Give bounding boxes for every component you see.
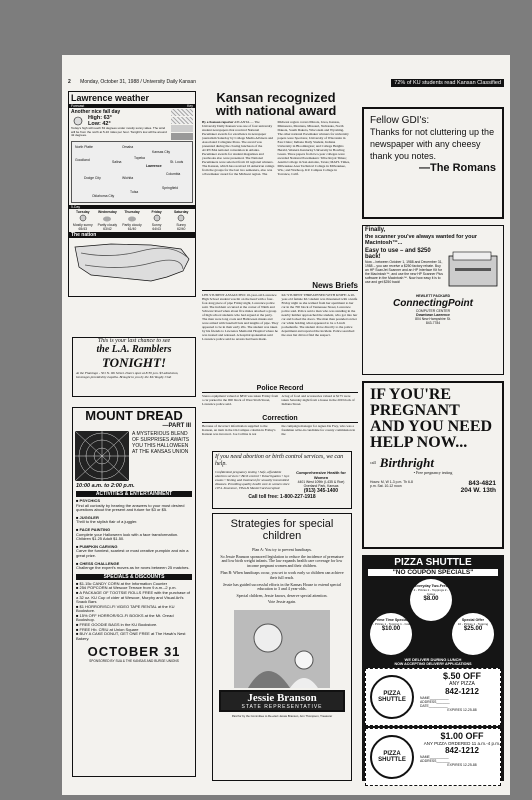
gdi-line2: Thanks for not cluttering up the newspaper with any cheesy thank you notes. xyxy=(370,127,495,161)
gdi-sign: —The Romans xyxy=(418,162,496,174)
city-label: Wichita xyxy=(122,176,134,180)
main-story xyxy=(202,91,350,281)
scanner-headline: the scanner you've always wanted for your Macintosh™... xyxy=(365,234,477,246)
city-label: Salina xyxy=(112,160,122,164)
gdi-line1: Fellow GDI's: xyxy=(370,115,430,126)
coupon-off: $1.00 OFF xyxy=(440,731,484,741)
ramblers-detail: At the Flamingo - 501 N. 9th Street. Doors open at 8:30 p.m. $3 admission, beverages provided by Lapella. Brought to you by the KU Rugby Club xyxy=(76,371,179,379)
weather-title: Lawrence weather xyxy=(71,93,150,103)
specials-title: SPECIALS & DISCOUNTS xyxy=(76,574,192,580)
activity-item: ■ PUMPKIN CARVING Carve the funniest, scariest or most creative pumpkin and win a great prize. xyxy=(76,543,189,558)
sun-icon xyxy=(78,214,88,222)
city-label: Springfield xyxy=(162,186,179,190)
scanner-easy: Easy to use – and $250 back! xyxy=(365,248,431,260)
city-label: Omaha xyxy=(122,145,134,149)
activity-item: ■ JUGGLER Thrill to the stylish flair of a juggler. xyxy=(76,514,138,525)
pregnant-ad xyxy=(362,381,504,549)
abortion-phone: (913) 345-1400 xyxy=(303,488,339,494)
coupon-field: ADDRESS_______ xyxy=(420,700,450,704)
news-briefs-title: News Briefs xyxy=(202,281,358,291)
abortion-address: 4401 West 109th (I-435 & Roe) Overland Park, Kansas xyxy=(297,480,345,488)
pizza-shuttle-badge: PIZZA SHUTTLE xyxy=(370,735,414,779)
activity-item: ■ FACE PAINTING Complete your Halloween look with a face transformation. Children $1.25 Adult $1.50. xyxy=(76,526,179,542)
high-temp: High: 63° xyxy=(88,115,112,121)
branson-name: Jessie Branson xyxy=(247,691,317,704)
us-map-icon xyxy=(71,239,193,285)
branson-nameplate xyxy=(219,690,345,712)
police-col2: A bag of food and accessories valued at $175 were taken Saturday night from a house in the 200 block of Indiana Street. xyxy=(281,394,355,406)
special-item: ■ $1.15c CANDY CORN at the Information Counter xyxy=(76,580,168,586)
plan-b: Plan B: When handicaps occur, you set to work early so children can achieve their full reach. xyxy=(220,570,344,580)
coupon-field: NAME__________ xyxy=(420,755,449,759)
abortion-tollfree: Call toll free: 1-800-227-1918 xyxy=(248,494,316,500)
correction-col2: the campaign manager for Agnes De Frey, who was a freshman write-in candidate for county commission in the xyxy=(281,424,356,436)
brief-col1: LHS STUDENT ASSAULTED: 16-year-old Lawrence High School student was hit on the head with a four-foot-long piece of pipe Friday night, Lawrence police said. The incident occurred at the corner of Ninth and Schwarz Road when about five males attacked a group of high school students who had argued at the party. The men were long coats and Halloween masks and were armed with baseball bats and lengths of pipe. They appeared to be in their early 20s. The student was taken by his friends to Lawrence Memorial Hospital where he was treated and released. A hospital spokesman said Lawrence police said no arrests had been made. xyxy=(202,293,279,341)
story-text: ATLANTA — The University Daily Kansan was one of four university student newspapers that received National Pacemaker awards for excellence in newspaper journalism Saturday by College Media Advisers and Associated Collegiate Press. The award was presented during the closing luncheon of the ACP/CMA national convention in Atlanta. Pacemaker awards for student magazines and yearbooks also were presented. The National Pacemakers were selected from 16 regional winners. The Kansan, which has received 16 American ratings from the groups for the last two semesters, also was a Pacemaker award for the Midwest region. The Midwest region covers Illinois, Iowa, Kansas, Minnesota, Montana, Missouri, Nebraska, North Dakota, South Dakota, Wisconsin and Wyoming. The other national Pacemaker winners for university papers were Spectator, University of Wisconsin in Eau Claire; Indiana Daily Student, Indiana University in Bloomington; and College Heights Herald, Western Kentucky University in Bowling Green. Three papers from two-year colleges were awarded National Pacemakers: Tribe Royal Times; Austin College in San Antonio, Texas; MAYL Times, Milwaukee Area Technical College in Milwaukee, Wis.; and Warhoop, KU Campus College in Torrance, Calif. xyxy=(202,120,350,176)
city-label: North Platte xyxy=(75,145,93,149)
plan-a: Plan A: You try to prevent handicaps. xyxy=(252,547,312,552)
special-item: ■ FREE GOODIE BAGS in the KU Bookstore. xyxy=(76,622,158,628)
key-label: Key xyxy=(187,104,193,108)
coupon-field: DATE__________ xyxy=(420,704,448,708)
city-label: Goodland xyxy=(75,158,90,162)
special-item: ■ A PACKAGE OF TOOTSIE ROLLS FREE with the purchase of a 32 oz. KU Cup of cider at Wescoe, Murphy and Visual Art's Snack Bars xyxy=(76,589,191,605)
pizza-deliver: WE DELIVER DURING LUNCH xyxy=(404,657,462,662)
call-label: call xyxy=(370,459,376,465)
sun-icon xyxy=(152,214,162,222)
spider-web-icon xyxy=(75,431,129,481)
ramblers-tonight: TONIGHT! xyxy=(101,355,167,370)
coupon-off: $.50 OFF xyxy=(442,671,481,681)
activities-title: ACTIVITIES & ENTERTAINMENT xyxy=(76,491,192,497)
activity-item: ■ PSYCHICS Find all curiosity by hearing the answers to your most desired questions about the present and future for $3 or $5. xyxy=(76,498,185,513)
mount-dread-part: —PART III xyxy=(162,423,191,429)
city-label: Lawrence xyxy=(146,164,162,168)
key-swatch xyxy=(171,133,193,140)
nation-map xyxy=(71,239,193,285)
scanner-ad xyxy=(362,225,504,375)
key-swatch xyxy=(171,125,193,132)
story-byline: By a Kansan reporter xyxy=(202,120,234,124)
city-label: Columbia xyxy=(166,172,181,176)
hp-logo: HEWLETT PACKARD xyxy=(415,294,451,298)
coupon-field: NAME__________ xyxy=(420,696,449,700)
pizza-shuttle-badge: PIZZA SHUTTLE xyxy=(370,675,414,719)
low-temp: Low: 42° xyxy=(88,121,111,127)
city-label: Kansas City xyxy=(152,150,171,154)
store-phone: 843-7784 xyxy=(425,321,441,325)
special-item: ■ 25¢ POPCORN at Wescoe Terrace from 9 a.m.–2 p.m. xyxy=(76,585,177,591)
five-day-forecast xyxy=(69,209,195,232)
store-address: 804 New Hampshire St. xyxy=(415,317,451,321)
police-title: Police Record xyxy=(202,385,358,393)
branson-p2: Jessie has guided successful efforts in the Kansas House to extend special education to 3 and 4 year-olds. xyxy=(222,581,341,592)
activity-item: ■ CHESS CHALLENGE Challenge the expert's moves as he roves between 25 matches. xyxy=(76,560,190,571)
correction-title: Correction xyxy=(202,415,358,423)
pizza-deals xyxy=(362,577,504,657)
coupon-field: ADDRESS_______ xyxy=(420,759,450,763)
pregnant-headline: IF YOU'RE PREGNANT AND YOU NEED HELP NOW... xyxy=(370,386,493,451)
pizza-title: PIZZA SHUTTLE xyxy=(394,557,472,568)
city-label: Dodge City xyxy=(84,176,101,180)
mount-dread-date: OCTOBER 31 xyxy=(87,644,181,660)
correction-col1: Because of incorrect information supplied to the Kansan, an item in the On Campus column in Friday's Kansan was incorrect. Joe Collins is not xyxy=(202,424,276,436)
pregnant-phone: 843-4821 xyxy=(468,479,496,487)
scanner-finally: Finally, xyxy=(365,227,386,233)
news-briefs xyxy=(202,281,358,391)
nation-label: The nation xyxy=(69,232,195,238)
branson-ad xyxy=(212,513,352,781)
gdi-ad xyxy=(362,107,504,219)
special-item: ■ BUY A CAKE DONUT, GET ONE FREE at The Hawk's Nest Bakery. xyxy=(76,631,186,641)
newspaper-page xyxy=(62,55,510,795)
day-forecast: Saturday Sunny 62/40 xyxy=(173,210,189,231)
story-headline: Kansan recognized with national award xyxy=(215,90,337,118)
pizza-deal: Everyday Two-Fers 2 - Pizzas 2 - Toppings 2 - Cokes $8.00 xyxy=(410,579,452,621)
scanner-body: Now – between October 1, 1988 and December 31, 1988 – you can receive a $250 factory rebate. Buy an HP ScanJet Scanner and an HP Interface Kit for the Macintosh™, and use the new HP Scanner Plus software in the Macintosh™. Now how easy it is to use and get $250 back! xyxy=(365,260,443,284)
dateline: Monday, October 31, 1988 / University Daily Kansan xyxy=(80,79,196,85)
pizza-apply: NOW ACCEPTING DELIVERY APPLICATIONS xyxy=(394,662,472,666)
scanner-image-icon xyxy=(445,248,501,292)
coupon-phone: 842-1212 xyxy=(445,746,479,755)
mount-dread-time: 10:00 a.m. to 2:00 p.m. xyxy=(76,483,135,489)
regional-map xyxy=(71,141,193,203)
pizza-shuttle-ad xyxy=(362,555,504,781)
cloud-icon xyxy=(102,214,112,222)
cloud-icon xyxy=(127,214,137,222)
ramblers-line1: This is your last chance to see xyxy=(97,338,171,344)
pregnant-hours: Hours: M, W 1-3 p.m. Th 6-8 p.m. Sat. 10-12 noon xyxy=(370,479,413,488)
day-forecast: Thursday Partly cloudy 61/40 xyxy=(122,210,142,231)
story-body xyxy=(202,120,350,268)
abortion-ad xyxy=(212,451,352,509)
fiveday-label: 5-Day xyxy=(69,205,195,209)
mount-dread-title: MOUNT DREAD xyxy=(85,408,183,423)
branson-photo-icon xyxy=(234,610,330,688)
police-col1: Stereo equipment valued at $850 was taken Friday from a car parked in the 900 block of West Sixth Street, Lawrence police said. xyxy=(202,394,279,406)
day-forecast: Wednesday Partly cloudy 63/42 xyxy=(97,210,118,231)
pizza-coupon[interactable] xyxy=(365,728,501,786)
forecast-detail: Today's high will reach 63 degrees under mostly sunny skies. The wind will be from the north at 5-10 miles per hour. Tonight's low will be around 42 degrees. xyxy=(71,126,167,138)
branson-title: STATE REPRESENTATIVE xyxy=(241,703,323,710)
pizza-subtitle: "NO COUPON SPECIALS" xyxy=(368,569,498,576)
coupon-desc: ANY PIZZA ORDERED 11 a.m.-4 p.m. xyxy=(423,741,501,746)
ramblers-line2: the L.A. Ramblers xyxy=(96,344,172,355)
abortion-headline: If you need abortion or birth control services, we can help. xyxy=(215,454,344,467)
brief-col2: KU STUDENT THREATENED WITH KNIFE: A 20-year-old female KU student was threatened with a knife Friday night as she walked from her apartment to her car in the 700 block of Tennessee Street, Lawrence police said. Police said a man who was standing in the nearby lumber approached the student, who got into her car and locked the doors. The man then pounded on her car while holding what appeared to be a 3-inch pocketknife. The student drove directly to the police department and reported the incident. Police searched the area but did not find the suspect. xyxy=(281,293,358,337)
forecast-text: Another nice fall day xyxy=(71,109,121,115)
birthright-logo: Birthright xyxy=(379,455,434,470)
branson-p1: So Jessie Branson sponsored legislation to reduce the incidence of premature and low birth weight infants. The law expands health care coverage for low income pregnant women and their children. xyxy=(220,553,344,568)
ramblers-ad xyxy=(72,337,196,397)
pizza-deal: Prime Time Special 2 - Pizzas 1 - Topping 1 - Coke $10.00 xyxy=(370,613,412,655)
specials-list xyxy=(73,582,195,642)
abortion-org: Comprehensive Health for Women xyxy=(296,470,346,480)
pregnant-address: 204 W. 13th xyxy=(460,486,496,494)
coupon-expires: EXPIRES 12-25-88 xyxy=(447,763,477,767)
mount-dread-sponsor: SPONSORED BY SUA & THE KANSAS AND BURGE UNIONS xyxy=(89,659,179,664)
branson-paid: Paid for by the Committee to Re-elect Jessie Branson, Ann Thompson, Treasurer xyxy=(231,713,333,718)
special-item: ■ 15% OFF HORROR/SCI-FI BOOKS at the Mt. Oread Bookshop. xyxy=(76,612,174,623)
branson-vote: Vote Jessie again. xyxy=(267,599,297,605)
coupon-expires: EXPIRES 12-25-88 xyxy=(447,708,477,712)
branson-headline: Strategies for special children xyxy=(230,518,334,542)
abortion-services: Confidential pregnancy testing • Safe, affordable abortion services • Birth control • Tubal ligation • Gyn exams • Testing and treatment for sexually transmitted diseases. Providing quality health care to women since 1974. Insurance, VISA & MasterCard accepted. xyxy=(215,470,290,490)
coupon-desc: ANY PIZZA xyxy=(449,681,475,687)
city-label: Tulsa xyxy=(130,190,139,194)
pregnant-tagline: • Free pregnancy testing xyxy=(413,470,453,475)
city-label: Oklahoma City xyxy=(92,194,115,198)
branson-p3: Special children, Jessie knows, deserve special attention. xyxy=(236,592,328,598)
pizza-coupon[interactable] xyxy=(365,668,501,726)
weather-key xyxy=(171,109,193,140)
sun-icon xyxy=(176,214,186,222)
city-label: St. Louis xyxy=(170,160,184,164)
key-swatch xyxy=(171,117,193,124)
correction xyxy=(202,415,358,449)
pizza-deal: Special Offer 10 - Pizzas 1 - Topping $25.00 xyxy=(452,613,494,655)
activities-list xyxy=(73,499,195,571)
header-promo: 72% of KU students read Kansan Classified xyxy=(391,79,504,87)
special-item: ■ FREE Hb. CRIU at Union Square xyxy=(76,626,139,632)
city-label: Topeka xyxy=(134,156,145,160)
key-swatch xyxy=(171,109,193,116)
special-item: ■ $1 HORROR/SCI-FI VIDEO TAPE RENTAL at the KU Bookstore. xyxy=(76,603,175,614)
brand-sub: COMPUTER CENTER xyxy=(415,309,451,313)
connecting-point-logo: ConnectingPoint xyxy=(393,298,473,309)
day-forecast: Friday Sunny 64/43 xyxy=(151,210,162,231)
page-header xyxy=(68,79,504,89)
day-forecast: Tuesday Mostly sunny 65/43 xyxy=(72,210,93,231)
mount-dread-blurb: A MYSTERIOUS BLEND OF SURPRISES AWAITS YOU THIS HALLOWEEN AT THE KANSAS UNION xyxy=(132,431,190,455)
page-number: 2 xyxy=(68,79,71,85)
coupon-phone: 842-1212 xyxy=(445,687,479,696)
store-name: Downtown Lawrence xyxy=(416,313,450,317)
mount-dread-ad xyxy=(72,407,196,777)
weather-box xyxy=(68,91,196,297)
forecast-label: Forecast xyxy=(71,104,85,108)
